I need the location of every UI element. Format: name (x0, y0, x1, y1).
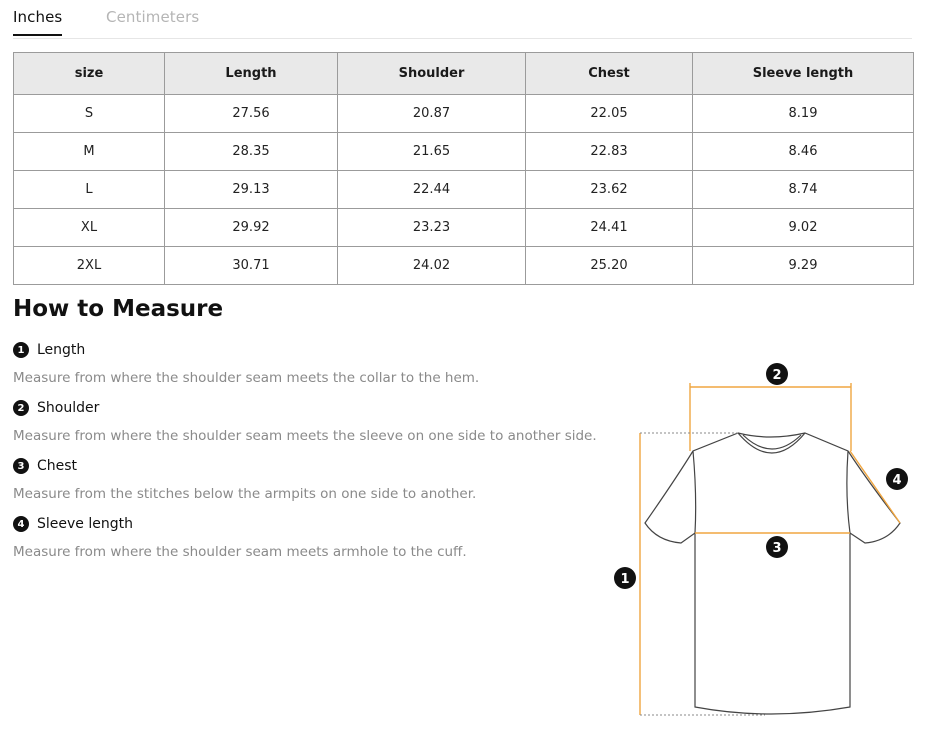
cell-shoulder: 24.02 (338, 247, 526, 285)
cell-shoulder: 22.44 (338, 171, 526, 209)
instruction-shoulder (13, 398, 633, 456)
cell-sleeve: 9.02 (693, 209, 914, 247)
header-size: size (14, 53, 165, 95)
svg-text:1: 1 (620, 572, 630, 587)
size-chart-table (13, 52, 914, 285)
header-shoulder: Shoulder (338, 53, 526, 95)
table-row (14, 171, 914, 209)
table-header-row (14, 53, 914, 95)
cell-length: 27.56 (165, 95, 338, 133)
marker-2-icon (766, 363, 788, 385)
cell-shoulder: 20.87 (338, 95, 526, 133)
cell-sleeve: 8.46 (693, 133, 914, 171)
instruction-label: Length (37, 342, 86, 358)
cell-sleeve: 8.19 (693, 95, 914, 133)
instruction-description: Measure from where the shoulder seam meets the sleeve on one side to another side. (13, 428, 597, 444)
cell-chest: 23.62 (526, 171, 693, 209)
tab-inches[interactable]: Inches (13, 8, 62, 36)
cell-size: M (14, 133, 165, 171)
how-to-measure-title: How to Measure (13, 296, 224, 322)
table-row (14, 95, 914, 133)
cell-chest: 22.05 (526, 95, 693, 133)
cell-chest: 24.41 (526, 209, 693, 247)
instruction-sleeve-length (13, 514, 633, 572)
cell-shoulder: 23.23 (338, 209, 526, 247)
instruction-description: Measure from where the shoulder seam meets armhole to the cuff. (13, 544, 467, 560)
cell-sleeve: 9.29 (693, 247, 914, 285)
instruction-description: Measure from the stitches below the armpits on one side to another. (13, 486, 477, 502)
cell-chest: 25.20 (526, 247, 693, 285)
header-chest: Chest (526, 53, 693, 95)
guide-lines (640, 433, 765, 715)
tshirt-outline (645, 433, 900, 714)
header-sleeve-length: Sleeve length (693, 53, 914, 95)
instruction-chest (13, 456, 633, 514)
instruction-label: Sleeve length (37, 516, 133, 532)
cell-length: 29.13 (165, 171, 338, 209)
table-row (14, 133, 914, 171)
number-3-icon: 3 (13, 458, 29, 474)
marker-3-icon (766, 536, 788, 558)
svg-text:3: 3 (772, 541, 782, 556)
instruction-description: Measure from where the shoulder seam meets the collar to the hem. (13, 370, 480, 386)
marker-4-icon (886, 468, 908, 490)
cell-size: L (14, 171, 165, 209)
cell-shoulder: 21.65 (338, 133, 526, 171)
tab-centimeters[interactable]: Centimeters (106, 8, 200, 26)
svg-text:2: 2 (772, 368, 782, 383)
instruction-label: Chest (37, 458, 78, 474)
marker-1-icon (614, 567, 636, 589)
cell-size: XL (14, 209, 165, 247)
measure-instructions (13, 340, 633, 572)
instruction-length (13, 340, 633, 398)
tshirt-diagram-icon (605, 355, 915, 725)
cell-length: 28.35 (165, 133, 338, 171)
table-row (14, 247, 914, 285)
cell-size: 2XL (14, 247, 165, 285)
cell-length: 29.92 (165, 209, 338, 247)
cell-chest: 22.83 (526, 133, 693, 171)
cell-sleeve: 8.74 (693, 171, 914, 209)
unit-tabs (13, 0, 912, 39)
header-length: Length (165, 53, 338, 95)
number-4-icon: 4 (13, 516, 29, 532)
svg-text:4: 4 (892, 473, 902, 488)
table-row (14, 209, 914, 247)
instruction-label: Shoulder (37, 400, 100, 416)
number-2-icon: 2 (13, 400, 29, 416)
cell-length: 30.71 (165, 247, 338, 285)
cell-size: S (14, 95, 165, 133)
number-1-icon: 1 (13, 342, 29, 358)
